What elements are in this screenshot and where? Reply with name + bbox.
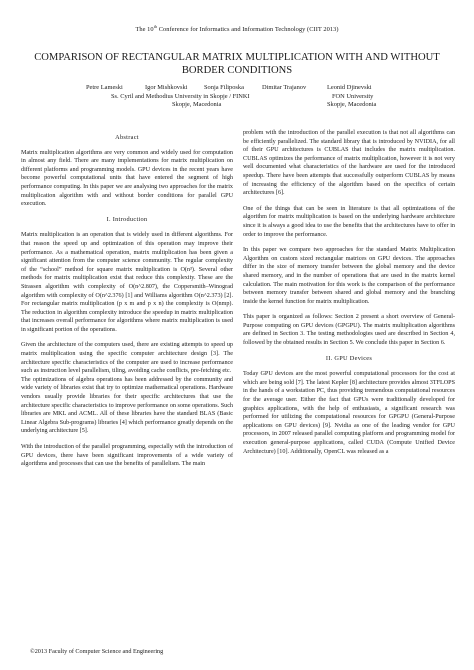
city-right: Skopje, Macedonia: [327, 101, 377, 109]
author-name: Sonja Filiposka: [204, 84, 244, 91]
affiliation-right: FON University: [332, 92, 374, 100]
author-name: Dimitar Trajanov: [262, 84, 307, 91]
paper-title: COMPARISON OF RECTANGULAR MATRIX MULTIPLICATION WITH AND WITHOUT BORDER CONDITIONS: [34, 52, 440, 76]
conference-sup: th: [153, 24, 158, 29]
abstract-text: Matrix multiplication algorithms are very common and widely used for computation in almost any field. There are many implementations for matrix multiplication on different platforms and programming models. GPU devices in the recent years have become powerful computational units that have entered the segment of high performance computing. In this paper we are analysing two approaches for the matrix multiplication algorithm with and without border conditions for parallel GPU execution.: [21, 149, 233, 208]
copyright-footer: ©2013 Faculty of Computer Science and Engineering: [30, 648, 164, 655]
intro-paragraph: The optimizations of algebra operations has been addressed by the community and wide variety of libraries exist that try to optimize mathematical operations. Hardware vendors usually provide libraries for their specific architectures that use the architecture specific characteristics to improve performance on some operations. Such libraries are MKL and ACML. All of these libraries have the standard BLAS (Basic Linear Algebra Sub-programs) libraries [4] which performance greatly depends on the underlying architecture [5].: [21, 376, 233, 435]
abstract-heading: Abstract: [115, 134, 139, 141]
affiliation-left: Ss. Cyril and Methodius University in Skopje / FINKI: [111, 92, 250, 100]
left-column: [21, 128, 233, 476]
body-paragraph: This paper is organized as follows: Section 2 present a short overview of General-Purpose computing on GPU devices (GPGPU). The matrix multiplication algorithms are defined in Section 3. The testing methodologies used are described in Section 4, followed by the obtained results in Section 5. We conclude this paper in Section 6.: [243, 314, 455, 347]
author-name: Leonid Djinevski: [327, 84, 372, 91]
conference-header: [0, 24, 474, 33]
section-heading-introduction: I. Introduction: [106, 215, 148, 223]
body-paragraph: In this paper we compare two approaches for the standard Matrix Multiplication Algorithm on custom sized rectangular matrices on GPU devices. The approaches differ in the size of memory transfer between the global memory and the device shared memory, and in the number of operations that are used in the matrix kernel calculation. The main motivation for this work is the comparison of the performance between memory transfer between shared and global memory and the branching inside the kernel function for matrix multiplication.: [243, 247, 455, 305]
conference-prefix: The 10: [135, 26, 154, 33]
city-left: Skopje, Macedonia: [172, 101, 222, 109]
intro-paragraph: Given the architecture of the computers used, there are existing attempts to speed up matrix multiplication using the specific computer architecture design [3]. The architecture specific characteristics of the computer are used to increase performance such as instruction level parallelism, tiling, avoiding cache conflicts, pre-fetching etc.: [21, 342, 233, 375]
author-name: Igor Mishkovski: [145, 84, 188, 91]
intro-paragraph: Matrix multiplication is an operation that is widely used in different algorithms. For that reason the speed up and optimization of this operation may improve their performance. As a mathematical operation, matrix multiplication has been given a significant attention from the computer science community. The regular complexity of the “school” method for square matrix multiplication is O(n³). Several other methods for matrix multiplication exist that reduce this complexity. These are the Strassen algorithm with complexity of O(n^2.807), the Coppersmith–Winograd algorithm with complexity of O(n^2.376) [1] and Williams algorithm O(n^2.373) [2]. For rectangular matrix multiplication (p x m and p x n) the complexity is O(nmp). The reduction in algorithm complexity introduce the speedup in matrix multiplication that increases overall performance for algorithms where matrix multiplication is used in significant portion of the operations.: [21, 232, 233, 333]
body-paragraph: Today GPU devices are the most powerful computational processors for the cost at which are being sold [7]. The latest Kepler [8] architecture provides almost 3TFLOPS in the hands of a workstation PC, thus providing tremendous computational resources for the average user. Either the fact that GPUs were traditionally developed for graphics applications, with the help of enthusiasts, a significant research was performed for utilizing the computational resources for GPGPU (General-Purpose applications on GPU devices) [9]. Nvidia as one of the leading vendor for GPU processors, in 2007 released parallel computing platform and programming model for execution general-purpose applications, called CUDA (Compute Unified Device Architecture) [10]. Additionally, OpenCL was released as a: [243, 371, 455, 455]
body-paragraph: One of the things that can be seen in literature is that all optimizations of the algorithm for matrix multiplication is based on the underlying hardware architecture since it is always a good idea to use the benefits that the architectures have to offer in order to improve the performance.: [243, 205, 455, 238]
conference-rest: Conference for Informatics and Information Technology (CIIT 2013): [157, 26, 339, 33]
right-column: [243, 129, 455, 463]
author-name: Petre Lameski: [86, 84, 123, 91]
section-heading-gpu-devices: II. GPU Devices: [325, 354, 373, 362]
body-paragraph: problem with the introduction of the parallel execution is that not all algorithms can be efficiently parallelized. The standard library that is introduced by NVIDIA, for all of their GPU architectures is CUBLAS that includes the matrix multiplication. CUBLAS optimizes the performance of matrix multiplication, however it is not very well documented what characteristics of the hardware are used for the introduced speedup. There have been attempts that successfully outperform CUBLAS by means of increasing the efficiency of the algorithm based on the specifics of certain architectures [6].: [243, 130, 455, 197]
intro-paragraph: With the introduction of the parallel programming, especially with the introduction of GPU devices, there have been significant improvements of a wide variety of algorithms and processes that can use the benefits of parallelism. The main: [21, 444, 233, 468]
